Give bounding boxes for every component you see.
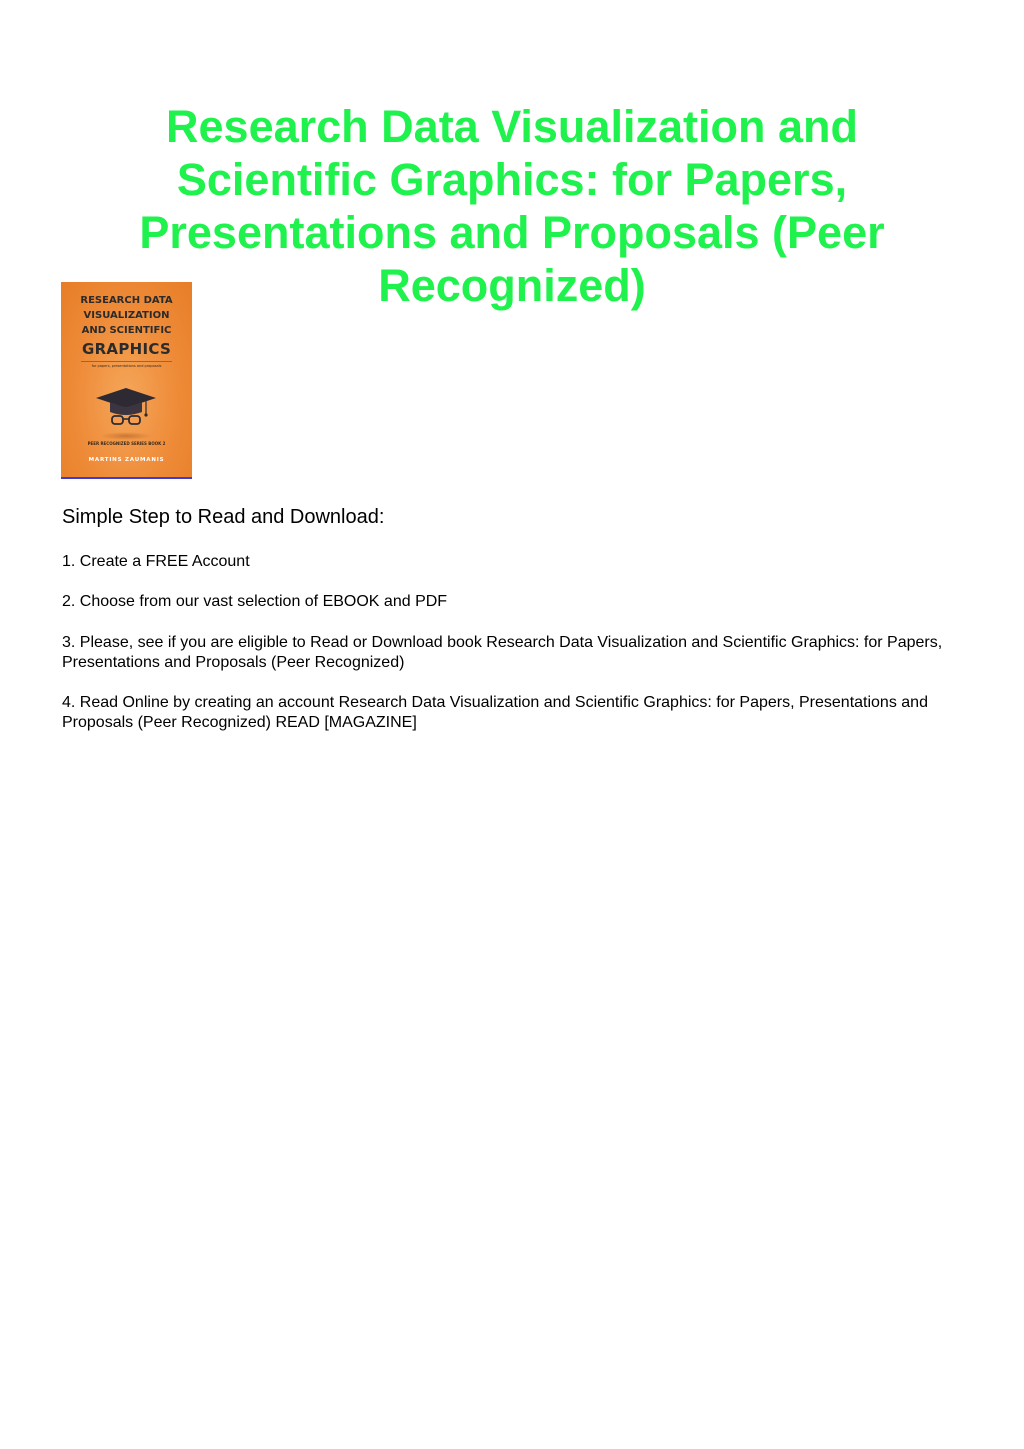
cover-series: PEER RECOGNIZED SERIES BOOK 2 xyxy=(87,441,166,446)
cover-author: MARTINS ZAUMANIS xyxy=(88,457,165,463)
book-cover-link[interactable] xyxy=(61,282,192,479)
step-item: 3. Please, see if you are eligible to Read or Download book Research Data Visualization and Scientific Graphics: for Papers, Presentations and Proposals (Peer Recognized) xyxy=(62,634,943,671)
cover-title-line: GRAPHICS xyxy=(81,340,172,358)
graduation-cap-glasses-icon xyxy=(94,384,158,442)
cover-title-line: RESEARCH DATA xyxy=(80,295,173,306)
step-item: 1. Create a FREE Account xyxy=(62,553,250,570)
cover-title-line: VISUALIZATION xyxy=(83,310,170,321)
step-item: 4. Read Online by creating an account Research Data Visualization and Scientific Graphics: for Papers, Presentations and Proposals (Peer Recognized) READ [MAGAZINE] xyxy=(62,694,928,731)
cover-divider xyxy=(81,361,172,362)
cover-title-line: AND SCIENTIFIC xyxy=(81,325,172,336)
step-item: 2. Choose from our vast selection of EBOOK and PDF xyxy=(62,593,448,610)
steps-heading: Simple Step to Read and Download: xyxy=(62,506,385,528)
page-title: Research Data Visualization and Scientific Graphics: for Papers, Presentations and Proposals (Peer Recognized) xyxy=(139,101,885,311)
book-cover-image xyxy=(61,282,192,477)
cover-subtitle: for papers, presentations and proposals xyxy=(91,364,162,368)
